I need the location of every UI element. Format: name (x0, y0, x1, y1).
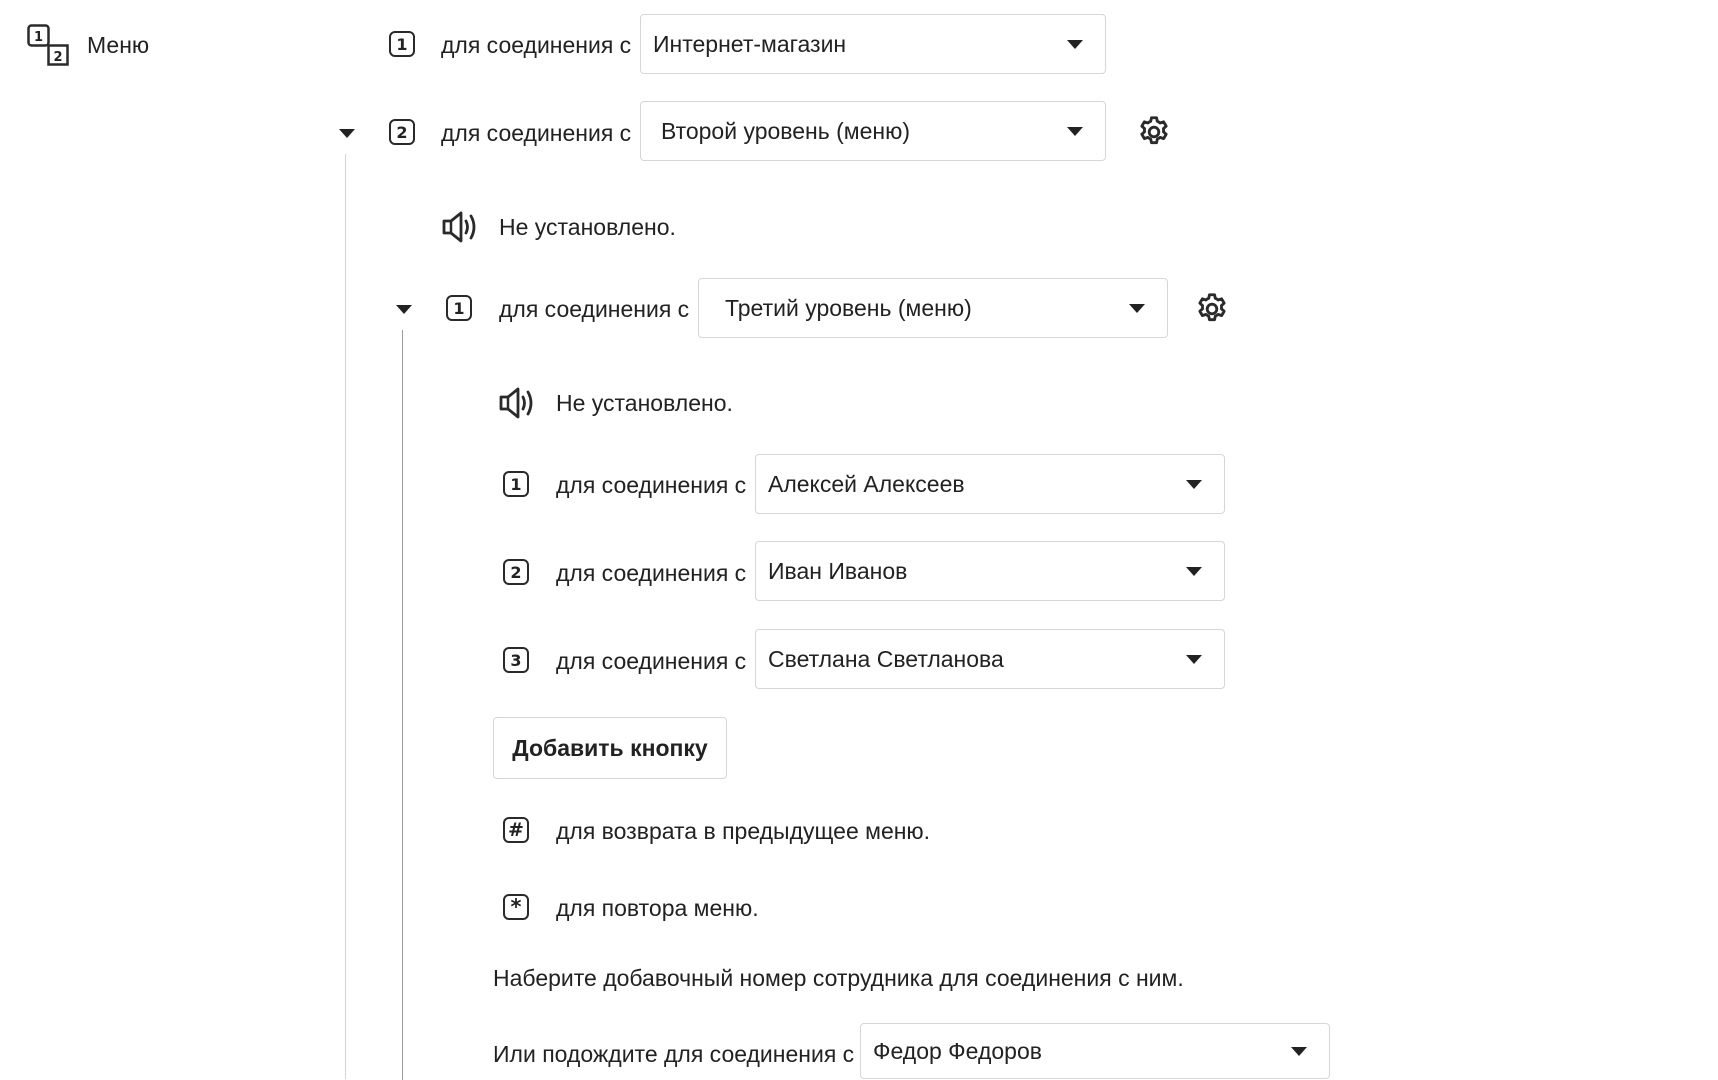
tree-line-level2 (402, 330, 403, 1080)
collapse-caret-icon[interactable] (339, 129, 355, 138)
greeting-status: Не установлено. (499, 214, 676, 240)
connection-select-internet-shop[interactable] (640, 14, 1106, 74)
select-value: Светлана Светланова (768, 645, 1004, 672)
caret-down-icon (1186, 480, 1202, 489)
connection-select-employee-3[interactable] (755, 629, 1225, 689)
gear-icon[interactable] (1136, 114, 1172, 150)
select-value: Третий уровень (меню) (725, 294, 972, 321)
select-value: Интернет-магазин (653, 30, 847, 57)
key-badge-2: 2 (503, 559, 529, 585)
caret-down-icon (1186, 567, 1202, 576)
gear-icon[interactable] (1194, 291, 1230, 327)
svg-text:2: 2 (53, 50, 63, 65)
collapse-caret-icon[interactable] (396, 305, 412, 314)
hash-key-icon: # (503, 817, 529, 843)
menu-header-label: Меню (87, 32, 150, 58)
connection-label: для соединения с (441, 32, 632, 58)
key-badge-2: 2 (389, 119, 415, 145)
connection-select-third-level[interactable] (698, 278, 1168, 338)
key-badge-1: 1 (503, 471, 529, 497)
caret-down-icon (1129, 304, 1145, 313)
caret-down-icon (1067, 127, 1083, 136)
speaker-icon (498, 385, 538, 421)
wait-label: Или подождите для соединения с (493, 1041, 855, 1067)
connection-label: для соединения с (556, 648, 747, 674)
connection-label: для соединения с (499, 296, 690, 322)
key-badge-1: 1 (446, 295, 472, 321)
back-hint: для возврата в предыдущее меню. (556, 818, 931, 844)
menu-numbered-icon (27, 24, 71, 68)
asterisk-key-icon: * (503, 894, 529, 920)
extension-hint: Наберите добавочный номер сотрудника для соединения с ним. (493, 965, 1184, 991)
select-value: Иван Иванов (768, 557, 908, 584)
caret-down-icon (1291, 1047, 1307, 1056)
svg-text:1: 1 (33, 30, 44, 45)
repeat-hint: для повтора меню. (556, 895, 759, 921)
connection-label: для соединения с (556, 560, 747, 586)
connection-select-employee-2[interactable] (755, 541, 1225, 601)
select-value: Второй уровень (меню) (661, 117, 910, 144)
connection-select-second-level[interactable] (640, 101, 1106, 161)
connection-label: для соединения с (441, 120, 632, 146)
connection-label: для соединения с (556, 472, 747, 498)
key-badge-1: 1 (389, 31, 415, 57)
wait-connection-select[interactable] (860, 1023, 1330, 1079)
connection-select-employee-1[interactable] (755, 454, 1225, 514)
select-value: Алексей Алексеев (768, 470, 965, 497)
add-button[interactable]: Добавить кнопку (493, 717, 727, 779)
caret-down-icon (1186, 655, 1202, 664)
key-badge-3: 3 (503, 647, 529, 673)
tree-line-level1 (345, 154, 346, 1079)
caret-down-icon (1067, 40, 1083, 49)
select-value: Федор Федоров (873, 1037, 1042, 1064)
speaker-icon (441, 209, 481, 245)
greeting-status: Не установлено. (556, 390, 733, 416)
